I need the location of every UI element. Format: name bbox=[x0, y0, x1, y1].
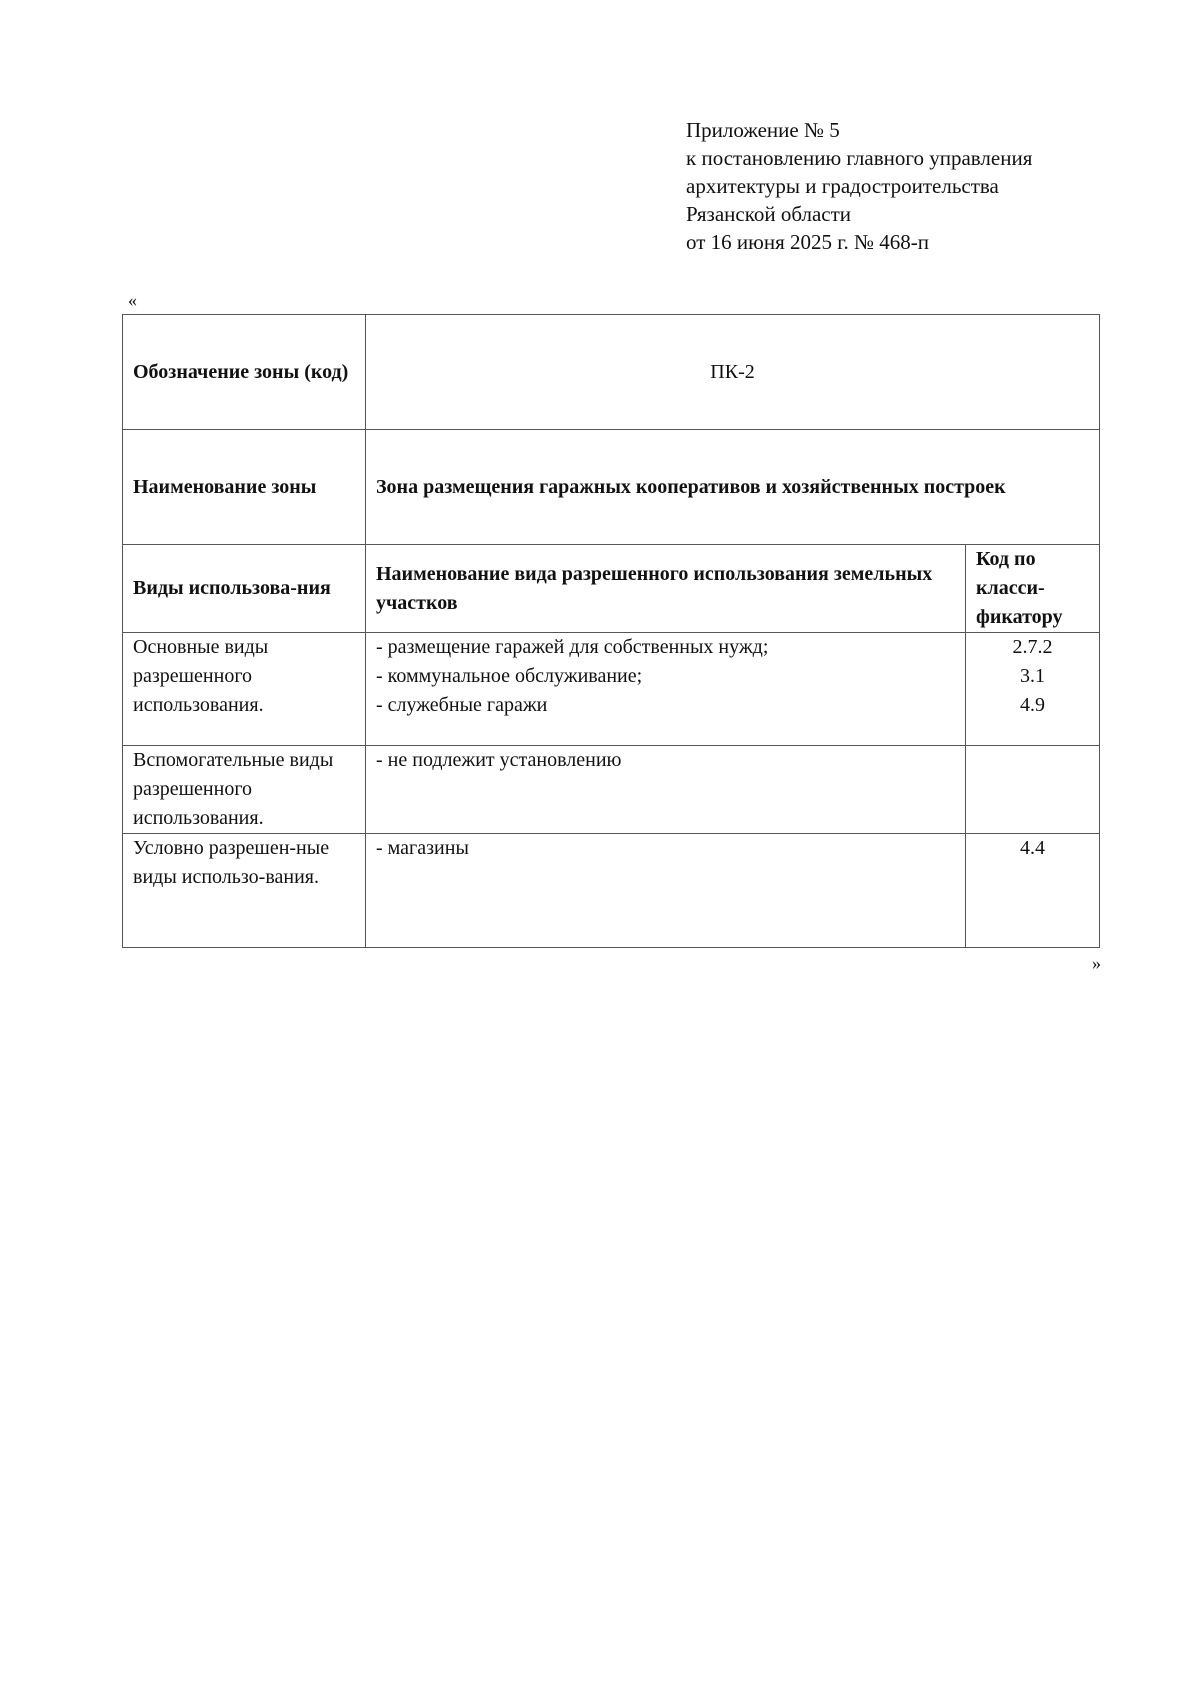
zone-name-label: Наименование зоны bbox=[123, 430, 366, 545]
list-item: - служебные гаражи bbox=[376, 694, 548, 716]
column-header-row bbox=[123, 545, 1100, 633]
zone-regulations-table bbox=[122, 314, 1100, 948]
auxiliary-use-codes bbox=[966, 746, 1100, 834]
list-item: - не подлежит установлению bbox=[376, 749, 622, 771]
appendix-number: Приложение № 5 bbox=[686, 118, 840, 142]
list-item: - размещение гаражей для собственных нужд; bbox=[376, 636, 769, 658]
resolution-reference: к постановлению главного управления bbox=[686, 146, 1033, 170]
main-use-category: Основные виды разрешенного использования. bbox=[123, 633, 366, 746]
list-item: - магазины bbox=[376, 837, 469, 859]
zone-code-label: Обозначение зоны (код) bbox=[123, 315, 366, 430]
classifier-code: 2.7.2 bbox=[1012, 636, 1053, 658]
table-row bbox=[123, 633, 1100, 746]
permitted-use-header: Наименование вида разрешенного использования земельных участков bbox=[366, 545, 966, 633]
resolution-date-number: от 16 июня 2025 г. № 468-п bbox=[686, 230, 929, 254]
main-use-items bbox=[366, 633, 966, 746]
classifier-code: 4.4 bbox=[1020, 837, 1045, 859]
auxiliary-use-category: Вспомогательные виды разрешенного использования. bbox=[123, 746, 366, 834]
auxiliary-use-items bbox=[366, 746, 966, 834]
zone-code-row bbox=[123, 315, 1100, 430]
conditional-use-codes bbox=[966, 834, 1100, 948]
classifier-code: 3.1 bbox=[1020, 665, 1045, 687]
opening-quote: « bbox=[128, 290, 137, 310]
zone-code-value: ПК-2 bbox=[366, 315, 1100, 430]
table-row bbox=[123, 746, 1100, 834]
table-row bbox=[123, 834, 1100, 948]
zone-name-row bbox=[123, 430, 1100, 545]
closing-quote: » bbox=[1092, 953, 1101, 973]
authority-name: архитектуры и градостроительства bbox=[686, 174, 999, 198]
classifier-code-header: Код по класси-фикатору bbox=[966, 545, 1100, 633]
zone-name-value: Зона размещения гаражных кооперативов и хозяйственных построек bbox=[366, 430, 1100, 545]
conditional-use-items bbox=[366, 834, 966, 948]
classifier-code: 4.9 bbox=[1020, 694, 1045, 716]
region-name: Рязанской области bbox=[686, 202, 852, 226]
usage-types-header: Виды использова-ния bbox=[123, 545, 366, 633]
document-header bbox=[686, 116, 1186, 256]
list-item: - коммунальное обслуживание; bbox=[376, 665, 643, 687]
conditional-use-category: Условно разрешен-ные виды использо-вания. bbox=[123, 834, 366, 948]
main-use-codes bbox=[966, 633, 1100, 746]
